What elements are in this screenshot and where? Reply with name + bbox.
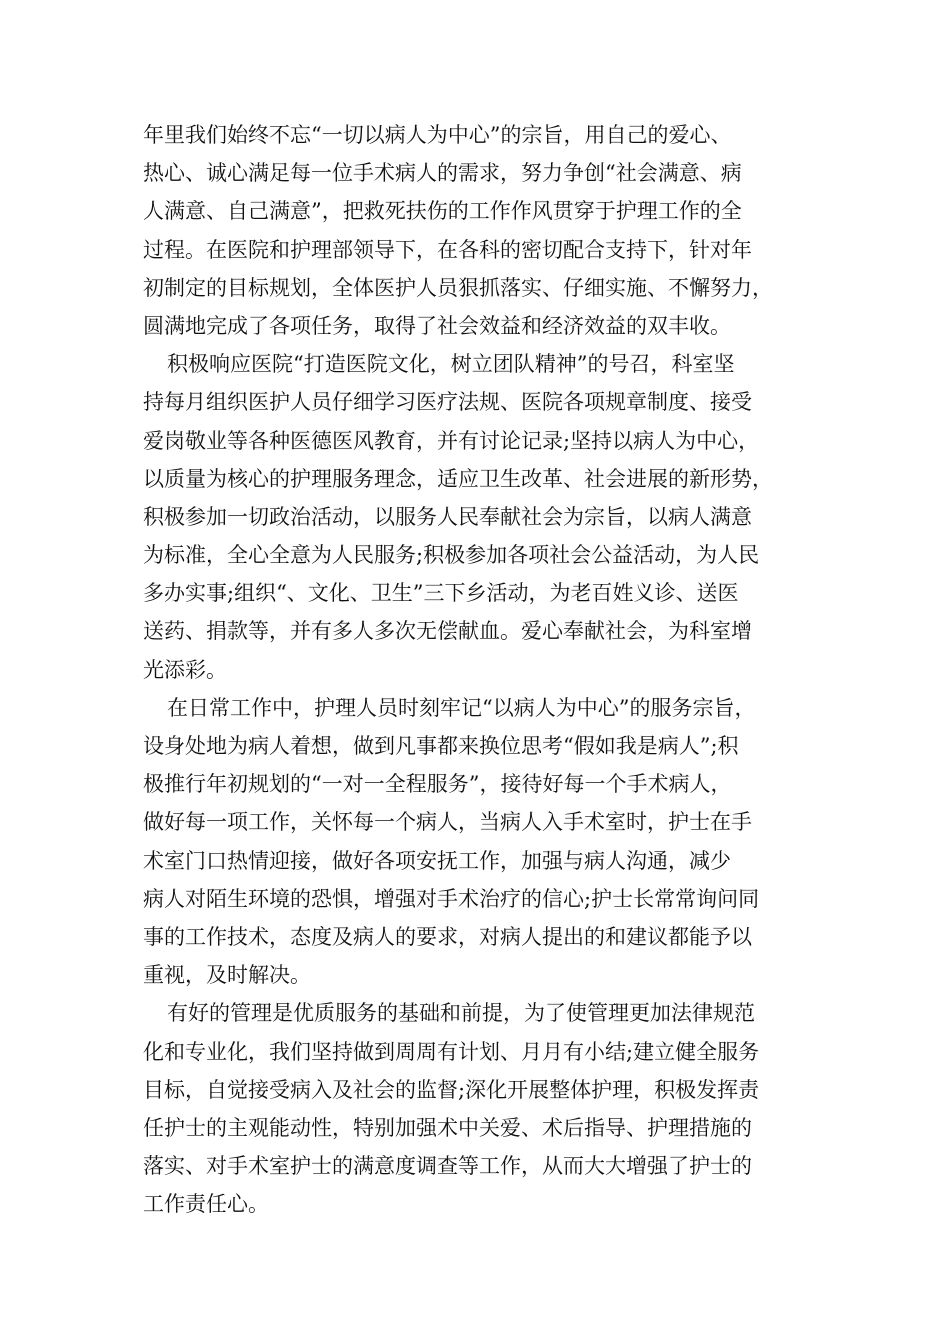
paragraph-line: 做好每一项工作，关怀每一个病人，当病人入手术室时，护士在手 xyxy=(143,810,752,835)
paragraph-line: 有好的管理是优质服务的基础和前提，为了使管理更加法律规范 xyxy=(167,1001,755,1026)
paragraph-line: 病人对陌生环境的恐惧，增强对手术治疗的信心;护士长常常询问同 xyxy=(143,886,760,911)
paragraph-line: 热心、诚心满足每一位手术病人的需求，努力争创“社会满意、病 xyxy=(143,161,742,186)
paragraph-line: 目标，自觉接受病入及社会的监督;深化开展整体护理，积极发挥责 xyxy=(143,1077,760,1102)
paragraph-line: 在日常工作中，护理人员时刻牢记“以病人为中心”的服务宗旨， xyxy=(167,695,756,720)
paragraph-line: 工作责任心。 xyxy=(143,1192,269,1217)
paragraph-line: 爱岗敬业等各种医德医风教育，并有讨论记录;坚持以病人为中心， xyxy=(143,428,760,453)
paragraph-line: 年里我们始终不忘“一切以病人为中心”的宗旨，用自己的爱心、 xyxy=(143,123,732,147)
paragraph-line: 多办实事;组织“、文化、卫生”三下乡活动，为老百姓义诊、送医 xyxy=(143,581,739,606)
paragraph-line: 术室门口热情迎接，做好各项安抚工作，加强与病人沟通，减少 xyxy=(143,848,731,873)
paragraph-line: 积极响应医院“打造医院文化，树立团队精神”的号召，科室坚 xyxy=(167,352,735,377)
paragraph-line: 事的工作技术，态度及病人的要求，对病人提出的和建议都能予以 xyxy=(143,924,752,949)
paragraph-line: 人满意、自己满意”，把救死扶伤的工作作风贯穿于护理工作的全 xyxy=(143,199,742,224)
paragraph-line: 送药、捐款等，并有多人多次无偿献血。爱心奉献社会，为科室增 xyxy=(143,619,752,644)
paragraph-line: 光添彩。 xyxy=(143,657,227,682)
paragraph-line: 极推行年初规划的“一对一全程服务”，接待好每一个手术病人， xyxy=(143,772,732,797)
document-body xyxy=(143,116,823,1223)
paragraph-line: 以质量为核心的护理服务理念，适应卫生改革、社会进展的新形势， xyxy=(143,466,773,491)
paragraph-1 xyxy=(143,116,823,345)
paragraph-line: 圆满地完成了各项任务，取得了社会效益和经济效益的双丰收。 xyxy=(143,313,731,338)
paragraph-line: 积极参加一切政治活动，以服务人民奉献社会为宗旨，以病人满意 xyxy=(143,504,752,529)
paragraph-line: 为标准，全心全意为人民服务;积极参加各项社会公益活动，为人民 xyxy=(143,543,760,568)
paragraph-line: 设身处地为病人着想，做到凡事都来换位思考“假如我是病人”;积 xyxy=(143,734,739,758)
paragraph-line: 重视，及时解决。 xyxy=(143,963,311,988)
paragraph-line: 初制定的目标规划，全体医护人员狠抓落实、仔细实施、不懈努力， xyxy=(143,275,773,300)
paragraph-line: 任护士的主观能动性，特别加强术中关爱、术后指导、护理措施的 xyxy=(143,1115,752,1140)
paragraph-2 xyxy=(143,345,823,689)
paragraph-4 xyxy=(143,994,823,1223)
paragraph-line: 过程。在医院和护理部领导下，在各科的密切配合支持下，针对年 xyxy=(143,237,752,262)
paragraph-line: 持每月组织医护人员仔细学习医疗法规、医院各项规章制度、接受 xyxy=(143,390,752,415)
paragraph-3 xyxy=(143,689,823,995)
paragraph-line: 落实、对手术室护士的满意度调查等工作，从而大大增强了护士的 xyxy=(143,1154,752,1179)
paragraph-line: 化和专业化，我们坚持做到周周有计划、月月有小结;建立健全服务 xyxy=(143,1039,760,1064)
